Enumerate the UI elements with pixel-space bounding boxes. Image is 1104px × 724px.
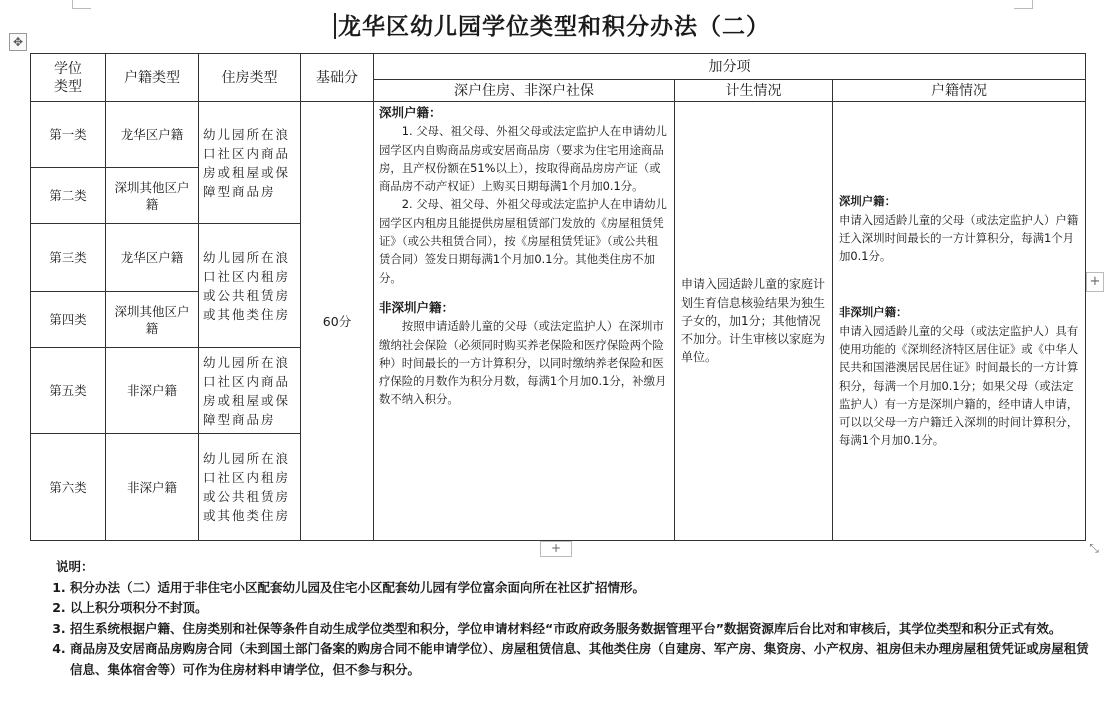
row-hukou: 非深户籍 (106, 348, 199, 434)
row-type: 第一类 (31, 102, 106, 168)
note-item: 1. 积分办法（二）适用于非住宅小区配套幼儿园及住宅小区配套幼儿园有学位富余面向所在社区扩招情形。 (70, 578, 1090, 599)
sz-housing-rule-1: 1. 父母、祖父母、外祖父母或法定监护人在申请幼儿园学区内自购商品房或安居商品房（要求为住宅用途商品房，且产权份额在51%以上），按取得商品房房产证（或商品房不动产权证）上购买日期每满1个月加0.1分。 (379, 124, 667, 194)
text-cursor (334, 13, 336, 39)
housing-type-cell: 幼儿园所在浪口社区内租房或公共租赁房或其他类住房 (199, 224, 301, 348)
base-score-cell: 60分 (301, 102, 374, 541)
note-item: 3. 招生系统根据户籍、住房类别和社保等条件自动生成学位类型和积分，学位申请材料经“市政府政务服务数据管理平台”数据资源库后台比对和审核后，其学位类型和积分正式有效。 (70, 619, 1090, 640)
housing-type-cell: 幼儿园所在浪口社区内商品房或租屋或保障型商品房 (199, 102, 301, 224)
row-hukou: 非深户籍 (106, 434, 199, 541)
hukou-nonsz-rule: 申请入园适龄儿童的父母（或法定监护人）具有使用功能的《深圳经济特区居住证》或《中华人民共和国港澳居民居住证》时间最长的一方计算积分，每满一个月加0.1分；如果父母（或法定监护人）有一方是深圳户籍的，经申请人申请，可以以父母一方户籍迁入深圳的时间计算积分，每满1个月加0.1分。 (839, 323, 1079, 448)
document-title-text: 龙华区幼儿园学位类型和积分办法（二） (338, 14, 770, 40)
header-hukou-status: 户籍情况 (833, 80, 1086, 102)
row-type: 第四类 (31, 292, 106, 348)
header-housing-social-security: 深户住房、非深户社保 (374, 80, 675, 102)
hukou-sz-rule: 申请入园适龄儿童的父母（或法定监护人）户籍迁入深圳时间最长的一方计算积分，每满1个月加0.1分。 (839, 212, 1079, 264)
nonsz-hukou-heading: 非深圳户籍： (379, 299, 455, 315)
document-title[interactable] (0, 8, 1104, 41)
header-bonus: 加分项 (374, 54, 1086, 80)
sz-hukou-heading: 深圳户籍： (379, 105, 442, 120)
housing-type-cell: 幼儿园所在浪口社区内商品房或租屋或保障型商品房 (199, 348, 301, 434)
header-housing: 住房类型 (199, 54, 301, 102)
family-planning-cell: 申请入园适龄儿童的家庭计划生育信息核验结果为独生子女的，加1分；其他情况不加分。计生审核以家庭为单位。 (675, 102, 833, 541)
hukou-bonus-cell (833, 102, 1086, 541)
row-type: 第五类 (31, 348, 106, 434)
row-type: 第二类 (31, 168, 106, 224)
row-hukou: 龙华区户籍 (106, 224, 199, 292)
row-hukou: 龙华区户籍 (106, 102, 199, 168)
row-hukou: 深圳其他区户籍 (106, 292, 199, 348)
add-row-button[interactable]: + (540, 541, 572, 557)
note-item: 2. 以上积分项积分不封顶。 (70, 598, 1090, 619)
notes-section (50, 557, 1090, 680)
table-resize-icon[interactable]: ⤡ (1089, 541, 1099, 555)
header-hukou: 户籍类型 (106, 54, 199, 102)
housing-type-cell: 幼儿园所在浪口社区内租房或公共租赁房或其他类住房 (199, 434, 301, 541)
housing-bonus-cell (374, 102, 675, 541)
table-move-handle-icon[interactable]: ✥ (9, 33, 27, 51)
sz-housing-rule-2: 2. 父母、祖父母、外祖父母或法定监护人在申请幼儿园学区内租房且能提供房屋租赁部门发放的《房屋租赁凭证》（或公共租赁合同），按《房屋租赁凭证》（或公共租赁合同）签发日期每满1个月加0.1分。其他类住房不加分。 (379, 197, 667, 285)
row-type: 第六类 (31, 434, 106, 541)
row-type: 第三类 (31, 224, 106, 292)
hukou-nonsz-heading: 非深圳户籍： (839, 305, 908, 320)
hukou-sz-heading: 深圳户籍： (839, 194, 896, 209)
row-hukou: 深圳其他区户籍 (106, 168, 199, 224)
admission-points-table (30, 53, 1086, 541)
nonsz-social-security-rule: 按照申请适龄儿童的父母（或法定监护人）在深圳市缴纳社会保险（必须同时购买养老保险和医疗保险两个险种）时间最长的一方计算积分，以同时缴纳养老保险和医疗保险的月数作为积分月数，每满1个月加0.1分，补缴月数不纳入积分。 (379, 319, 667, 407)
header-family-planning: 计生情况 (675, 80, 833, 102)
notes-list (50, 578, 1090, 681)
notes-title: 说明： (56, 559, 94, 574)
note-item: 4. 商品房及安居商品房购房合同（未到国土部门备案的购房合同不能申请学位）、房屋租赁信息、其他类住房（自建房、军产房、集资房、小产权房、祖房但未办理房屋租赁凭证或房屋租赁信息、集体宿舍等）可作为住房材料申请学位，但不参与积分。 (70, 639, 1090, 680)
add-column-button[interactable]: + (1086, 272, 1104, 292)
header-base-score: 基础分 (301, 54, 374, 102)
header-type: 学位 类型 (31, 54, 106, 102)
